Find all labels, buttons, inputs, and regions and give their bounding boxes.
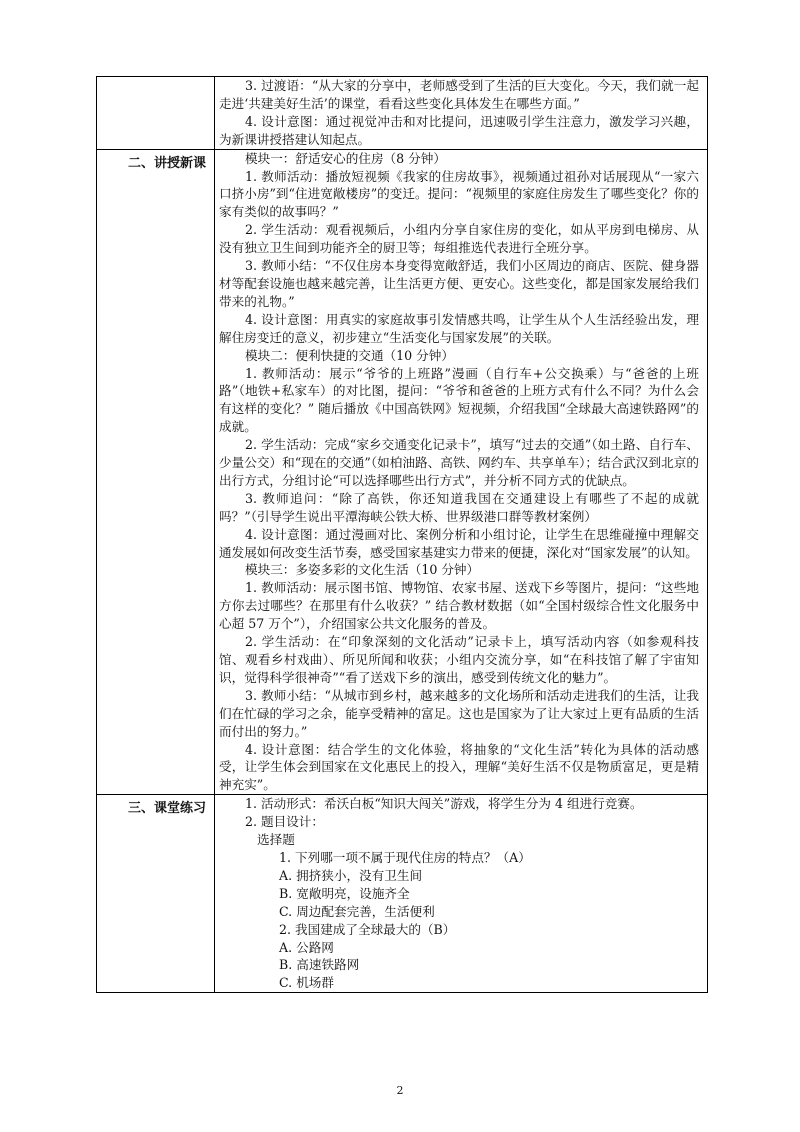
paragraph: 3. 教师小结：“不仅住房本身变得宽敞舒适，我们小区周边的商店、医院、健身器材等配套设施也越来越完善，让生活更方便、更安心。这些变化，都是国家发展给我们带来的礼物。” <box>219 258 699 309</box>
question-stem: 2. 我国建成了全球最大的（B） <box>279 921 456 937</box>
module-title: 模块一：舒适安心的住房（8 分钟） <box>245 150 446 166</box>
paragraph: 1. 活动形式：希沃白板“知识大闯关”游戏，将学生分为 4 组进行竞赛。 <box>245 796 643 812</box>
paragraph: 2. 学生活动：在“印象深刻的文化活动”记录卡上，填写活动内容（如参观科技馆、观看乡村戏曲）、所见所闻和收获；小组内交流分享，如“在科技馆了解了宇宙知识，觉得科学很神奇”“看了送戏下乡的演出，感受到传统文化的魅力”。 <box>219 634 699 685</box>
question-option: B. 宽敞明亮，设施齐全 <box>279 885 410 901</box>
table-row-new-lesson <box>97 149 708 795</box>
page-number: 2 <box>396 1084 404 1097</box>
paragraph: 1. 教师活动：展示“爷爷的上班路”漫画（自行车+公交换乘）与“爸爸的上班路”（地铁+私家车）的对比图，提问：“爷爷和爸爸的上班方式有什么不同？为什么会有这样的变化？” 随后播放《中国高铁网》短视频，介绍我国“全球最大高速铁路网”的成就。 <box>219 365 699 435</box>
question-option: C. 周边配套完善，生活便利 <box>279 903 435 919</box>
paragraph: 4. 设计意图：通过视觉冲击和对比提问，迅速吸引学生注意力，激发学习兴趣，为新课讲授搭建认知起点。 <box>219 113 699 147</box>
row-content <box>215 149 708 795</box>
table-row-practice <box>97 795 708 993</box>
paragraph: 3. 教师小结：“从城市到乡村，越来越多的文化场所和活动走进我们的生活，让我们在忙碌的学习之余，能享受精神的富足。这也是国家为了让大家过上更有品质的生活而付出的努力。” <box>219 687 699 739</box>
question-stem: 1. 下列哪一项不属于现代住房的特点？（A） <box>279 849 531 865</box>
question-option: A. 拥挤狭小，没有卫生间 <box>279 867 423 883</box>
section-heading: 选择题 <box>257 832 295 848</box>
paragraph: 3. 过渡语：“从大家的分享中，老师感受到了生活的巨大变化。今天，我们就一起走进‘共建美好生活’的课堂，看看这些变化具体发生在哪些方面。” <box>219 78 699 111</box>
paragraph: 4. 设计意图：通过漫画对比、案例分析和小组讨论，让学生在思维碰撞中理解交通发展如何改变生活节奏，感受国家基建实力带来的便捷，深化对“国家发展”的认知。 <box>219 526 699 560</box>
row-label <box>97 77 215 150</box>
question-option: C. 机场群 <box>279 975 334 991</box>
paragraph: 3. 教师追问：“除了高铁，你还知道我国在交通建设上有哪些了不起的成就吗？”（引导学生说出平潭海峡公铁大桥、世界级港口群等教材案例） <box>219 490 699 524</box>
paragraph: 2. 学生活动：完成“家乡交通变化记录卡”，填写“过去的交通”（如土路、自行车、少量公交）和“现在的交通”（如柏油路、高铁、网约车、共享单车）；结合武汉到北京的出行方式，分组讨论“可以选择哪些出行方式”，并分析不同方式的优缺点。 <box>219 437 699 488</box>
row-content <box>215 77 708 150</box>
lesson-plan-table <box>96 76 708 993</box>
module-title: 模块三：多姿多彩的文化生活（10 分钟） <box>245 562 480 578</box>
row-content <box>215 795 708 993</box>
module-title: 模块二：便利快捷的交通（10 分钟） <box>245 347 454 363</box>
paragraph: 2. 题目设计： <box>245 814 324 830</box>
row-label: 二、讲授新课 <box>97 149 215 795</box>
question-option: A. 公路网 <box>279 939 334 955</box>
question-option: B. 高速铁路网 <box>279 957 360 973</box>
paragraph: 1. 教师活动：展示图书馆、博物馆、农家书屋、送戏下乡等图片，提问：“这些地方你去过哪些？在那里有什么收获？” 结合教材数据（如“全国村级综合性文化服务中心超 57 万个”），介绍国家公共文化服务的普及。 <box>219 580 699 632</box>
paragraph: 2. 学生活动：观看视频后，小组内分享自家住房的变化，如从平房到电梯房、从没有独立卫生间到功能齐全的厨卫等；每组推选代表进行全班分享。 <box>219 222 699 256</box>
row-label: 三、课堂练习 <box>97 795 215 993</box>
paragraph: 4. 设计意图：结合学生的文化体验，将抽象的“文化生活”转化为具体的活动感受，让学生体会到国家在文化惠民上的投入，理解“美好生活不仅是物质富足，更是精神充实”。 <box>219 741 699 793</box>
paragraph: 1. 教师活动：播放短视频《我家的住房故事》，视频通过祖孙对话展现从“一家六口挤小房”到“住进宽敞楼房”的变迁。提问：“视频里的家庭住房发生了哪些变化？你的家有类似的故事吗？” <box>219 168 699 220</box>
table-row-intro-continuation <box>97 77 708 150</box>
paragraph: 4. 设计意图：用真实的家庭故事引发情感共鸣，让学生从个人生活经验出发，理解住房变迁的意义，初步建立“生活变化与国家发展”的关联。 <box>219 311 699 345</box>
